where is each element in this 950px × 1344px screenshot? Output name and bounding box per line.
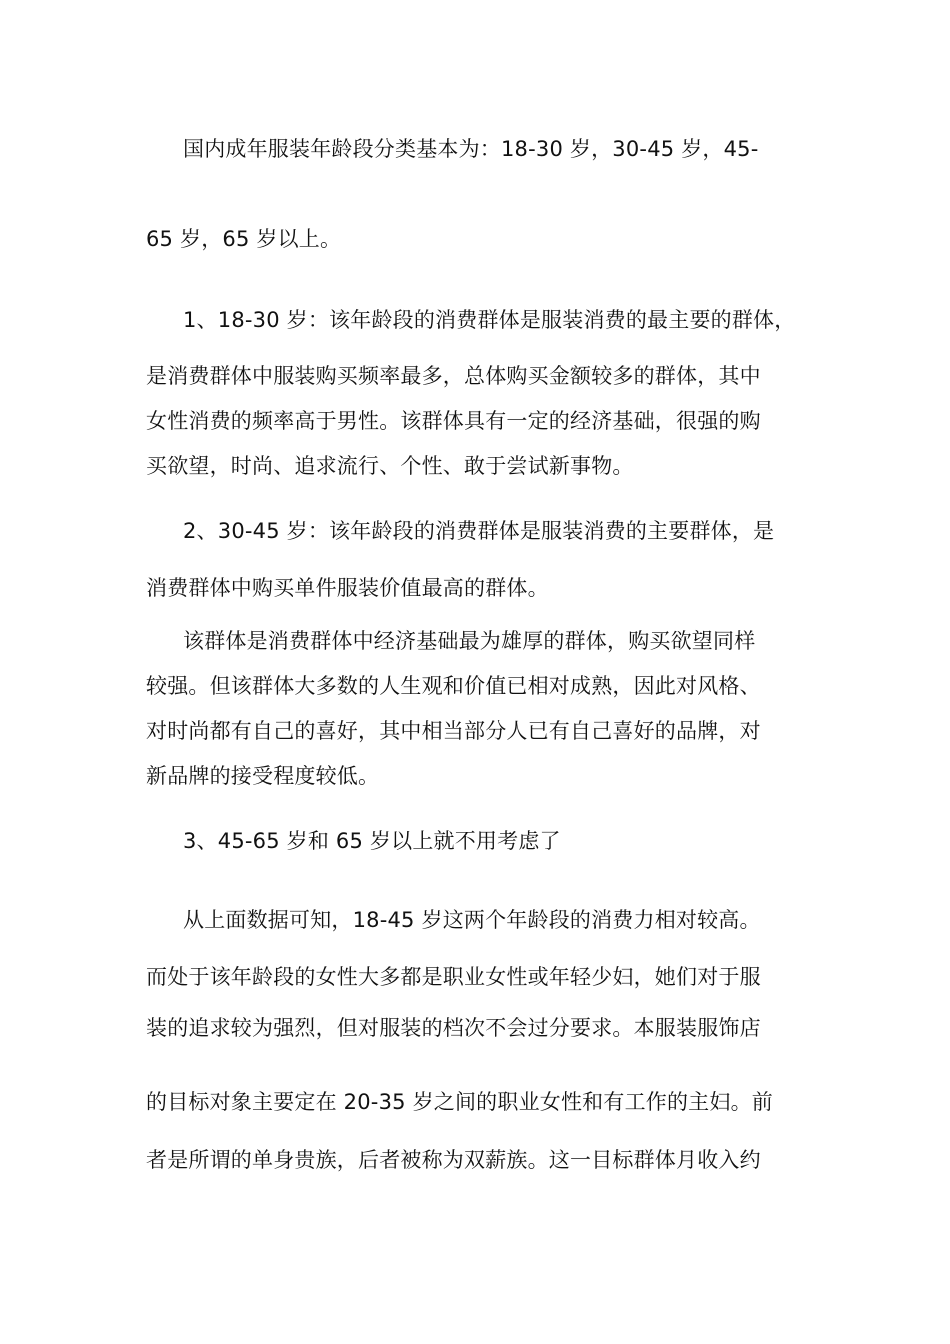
text-line: 装的追求较为强烈，但对服装的档次不会过分要求。本服装服饰店 — [146, 1016, 761, 1040]
text-line: 女性消费的频率高于男性。该群体具有一定的经济基础，很强的购 — [146, 409, 761, 433]
text-line: 65 岁，65 岁以上。 — [146, 227, 342, 251]
text-line: 3、45-65 岁和 65 岁以上就不用考虑了 — [183, 829, 561, 853]
text-line: 该群体是消费群体中经济基础最为雄厚的群体，购买欲望同样 — [183, 629, 756, 653]
text-line: 对时尚都有自己的喜好，其中相当部分人已有自己喜好的品牌，对 — [146, 719, 761, 743]
text-line: 而处于该年龄段的女性大多都是职业女性或年轻少妇，她们对于服 — [146, 965, 761, 989]
text-line: 较强。但该群体大多数的人生观和价值已相对成熟，因此对风格、 — [146, 674, 761, 698]
text-line: 买欲望，时尚、追求流行、个性、敢于尝试新事物。 — [146, 454, 634, 478]
text-line: 国内成年服装年龄段分类基本为：18-30 岁，30-45 岁，45- — [183, 137, 759, 161]
text-line: 是消费群体中服装购买频率最多，总体购买金额较多的群体，其中 — [146, 364, 761, 388]
text-line: 2、30-45 岁：该年龄段的消费群体是服装消费的主要群体，是 — [183, 519, 775, 543]
text-line: 从上面数据可知，18-45 岁这两个年龄段的消费力相对较高。 — [183, 908, 761, 932]
text-line: 新品牌的接受程度较低。 — [146, 764, 380, 788]
text-line: 者是所谓的单身贵族，后者被称为双薪族。这一目标群体月收入约 — [146, 1148, 761, 1172]
text-line: 消费群体中购买单件服装价值最高的群体。 — [146, 576, 549, 600]
text-line: 1、18-30 岁：该年龄段的消费群体是服装消费的最主要的群体， — [183, 308, 796, 332]
text-line: 的目标对象主要定在 20-35 岁之间的职业女性和有工作的主妇。前 — [146, 1090, 773, 1114]
